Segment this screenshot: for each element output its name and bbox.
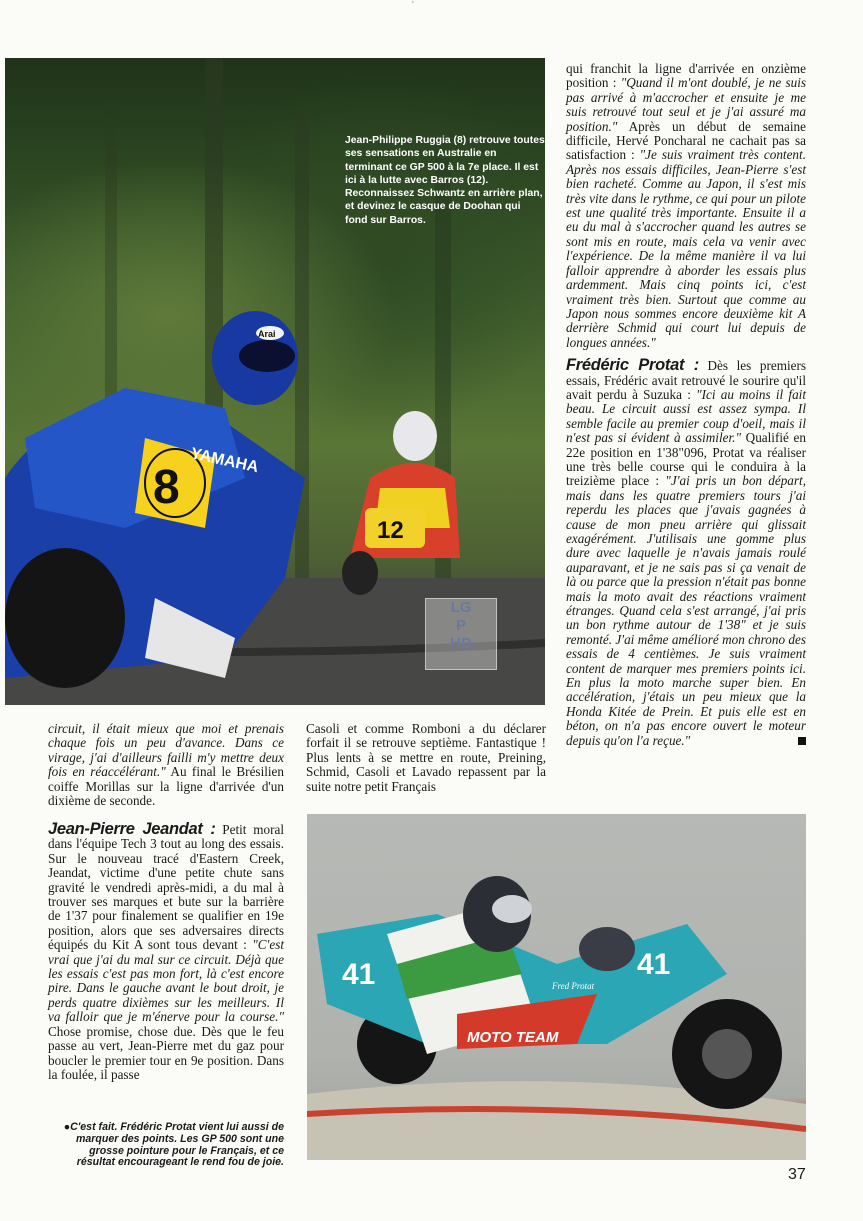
photo-protat-race bbox=[307, 814, 806, 1160]
article-column-right bbox=[566, 62, 806, 748]
article-column-left-top bbox=[48, 722, 284, 808]
page-number: 37 bbox=[788, 1166, 806, 1183]
paragraph-barros-end: circuit, il était mieux que moi et prenais chaque fois un peu d'avance. Dans ce virage, j'ai d'ailleurs failli m'y mettre deux fois en réaccélérant." Au final le Brésilien coiffe Morillas sur la ligne d'arrivée d'un dixième de seconde. bbox=[48, 721, 285, 809]
article-column-left-bottom bbox=[48, 822, 284, 1082]
article-column-middle bbox=[306, 722, 546, 794]
page-top-mark: ' bbox=[412, 0, 414, 11]
watermark-line-3: HD bbox=[450, 635, 472, 652]
bike-number-front: 41 bbox=[637, 948, 671, 981]
paragraph-ruggia-end: qui franchit la ligne d'arrivée en onzième position : "Quand il m'ont doublé, je ne suis pas arrivé à m'accrocher et ensuite je me suis retrouvé tout seul et je j'ai assuré ma position." Après un début de semaine difficile, Hervé Poncharal ne cachait pas sa satisfaction : "Je suis vraiment très content. Après nos essais difficiles, Jean-Pierre s'est bien racheté. Comme au Japon, il s'est mis très vite dans le rythme, ce qui pour un pilote est une qualité très importante. Ensuite il a eu du mal à s'accrocher quand les autres se sont mis en route, mais cela va venir avec l'expérience. De la même manière il va lui falloir apprendre à aborder les essais plus ardemment. Mais cinq points ici, c'est vraiment très bien. Surtout que comme au Japon nous sommes encore deuxième kit A derrière Schmid qui court lui depuis de longues années." bbox=[566, 61, 806, 350]
photo-top-caption: Jean-Philippe Ruggia (8) retrouve toutes ses sensations en Australie en terminant ce GP 500 à la 7e place. Il est ici à la lutte avec Barros (12). Reconnaissez Schwantz en arrière plan, et devinez le casque de Doohan qui fond sur Barros. bbox=[345, 135, 545, 226]
heading-jeandat: Jean-Pierre Jeandat : bbox=[48, 820, 216, 838]
watermark-line-2: P bbox=[455, 617, 466, 634]
svg-text:12: 12 bbox=[377, 517, 404, 544]
paragraph-jeandat-end: Casoli et comme Romboni a du déclarer forfait il se retrouve septième. Fantastique ! Plus lents à se mettre en route, Preining, Schmid, Casoli et Lavado repassent par la suite notre petit Français bbox=[306, 721, 546, 794]
team-text: MOTO TEAM bbox=[467, 1029, 559, 1046]
rider-name-plate: Fred Protat bbox=[552, 981, 595, 991]
sponsor-label: YAMAHA bbox=[189, 445, 260, 477]
end-of-article-mark bbox=[798, 737, 806, 745]
rider-number-plate: 8 bbox=[153, 461, 180, 514]
watermark-logo bbox=[425, 598, 497, 670]
watermark-line-1: LG bbox=[450, 599, 472, 616]
paragraph-protat: Frédéric Protat : Dès les premiers essais, Frédéric avait retrouvé le sourire qu'il avait perdu à Suzuka : "Ici au moins il fait beau. Le circuit aussi est assez sympa. Il semble facile au premier coup d'oeil, mais il n'est pas si évident à assimiler." Qualifié en 22e position en 1'38"096, Protat va réaliser une très belle course qui le conduira à la treizième place : "J'ai pris un bon départ, mais dans les quatre premiers tours j'ai reperdu les places que j'avais gagnées à cause de mon pneu arrière qui glissait exagérément. J'utilisais une gomme plus dure avec laquelle je n'avais jamais roulé auparavant, et je ne sais pas si ça venait de là ou parce que la pression n'était pas bonne mais la moto avait des réactions vraiment étranges. Quand cela s'est arrangé, j'ai pris un bon rythme autour de 1'38" et je suis remonté. J'ai même amélioré mon chrono des essais de 4 centièmes. Je suis vraiment content de marquer mes premiers points ici. En plus la moto marche super bien. En accélération, j'étais un peu mieux que la Honda Kitée de Prein. Et puis elle est en béton, on n'a pas encore ouvert le moteur depuis qu'on l'a reçue." bbox=[566, 356, 807, 748]
paragraph-jeandat: Jean-Pierre Jeandat : Petit moral dans l'équipe Tech 3 tout au long des essais. Sur le nouveau tracé d'Eastern Creek, Jeandat, victime d'une petite chute sans gravité le vendredi après-midi, a du mal à trouver ses marques et bute sur la barrière de 1'37 pour finalement se qualifier en 19e position, alors que ses adversaires directs équipés du Kit A sont tous devant : "C'est vrai que j'ai du mal sur ce circuit. Déjà que les essais c'est pas mon fort, là c'est encore pire. Dans le gauche avant le bout droit, je perds quatre dixièmes sur les meilleurs. Il va falloir que je m'énerve pour la course." Chose promise, chose due. Dès que le feu passe au vert, Jean-Pierre met du gaz pour boucler le premier tour en 9e position. Dans la foulée, il passe bbox=[48, 820, 284, 1082]
bike-number-side: 41 bbox=[342, 958, 376, 991]
helmet-brand-label: Arai bbox=[258, 329, 276, 339]
caption-bullet-icon: ● bbox=[63, 1121, 71, 1133]
photo-bottom-scene bbox=[307, 814, 806, 1160]
photo-bottom-caption: ●C'est fait. Frédéric Protat vient lui aussi de marquer des points. Les GP 500 sont une grosse pointure pour le Français, et ce résultat encourageant le rend fou de joie. bbox=[63, 1121, 284, 1169]
heading-protat: Frédéric Protat : bbox=[566, 356, 699, 375]
photo-ruggia-race bbox=[5, 58, 545, 705]
